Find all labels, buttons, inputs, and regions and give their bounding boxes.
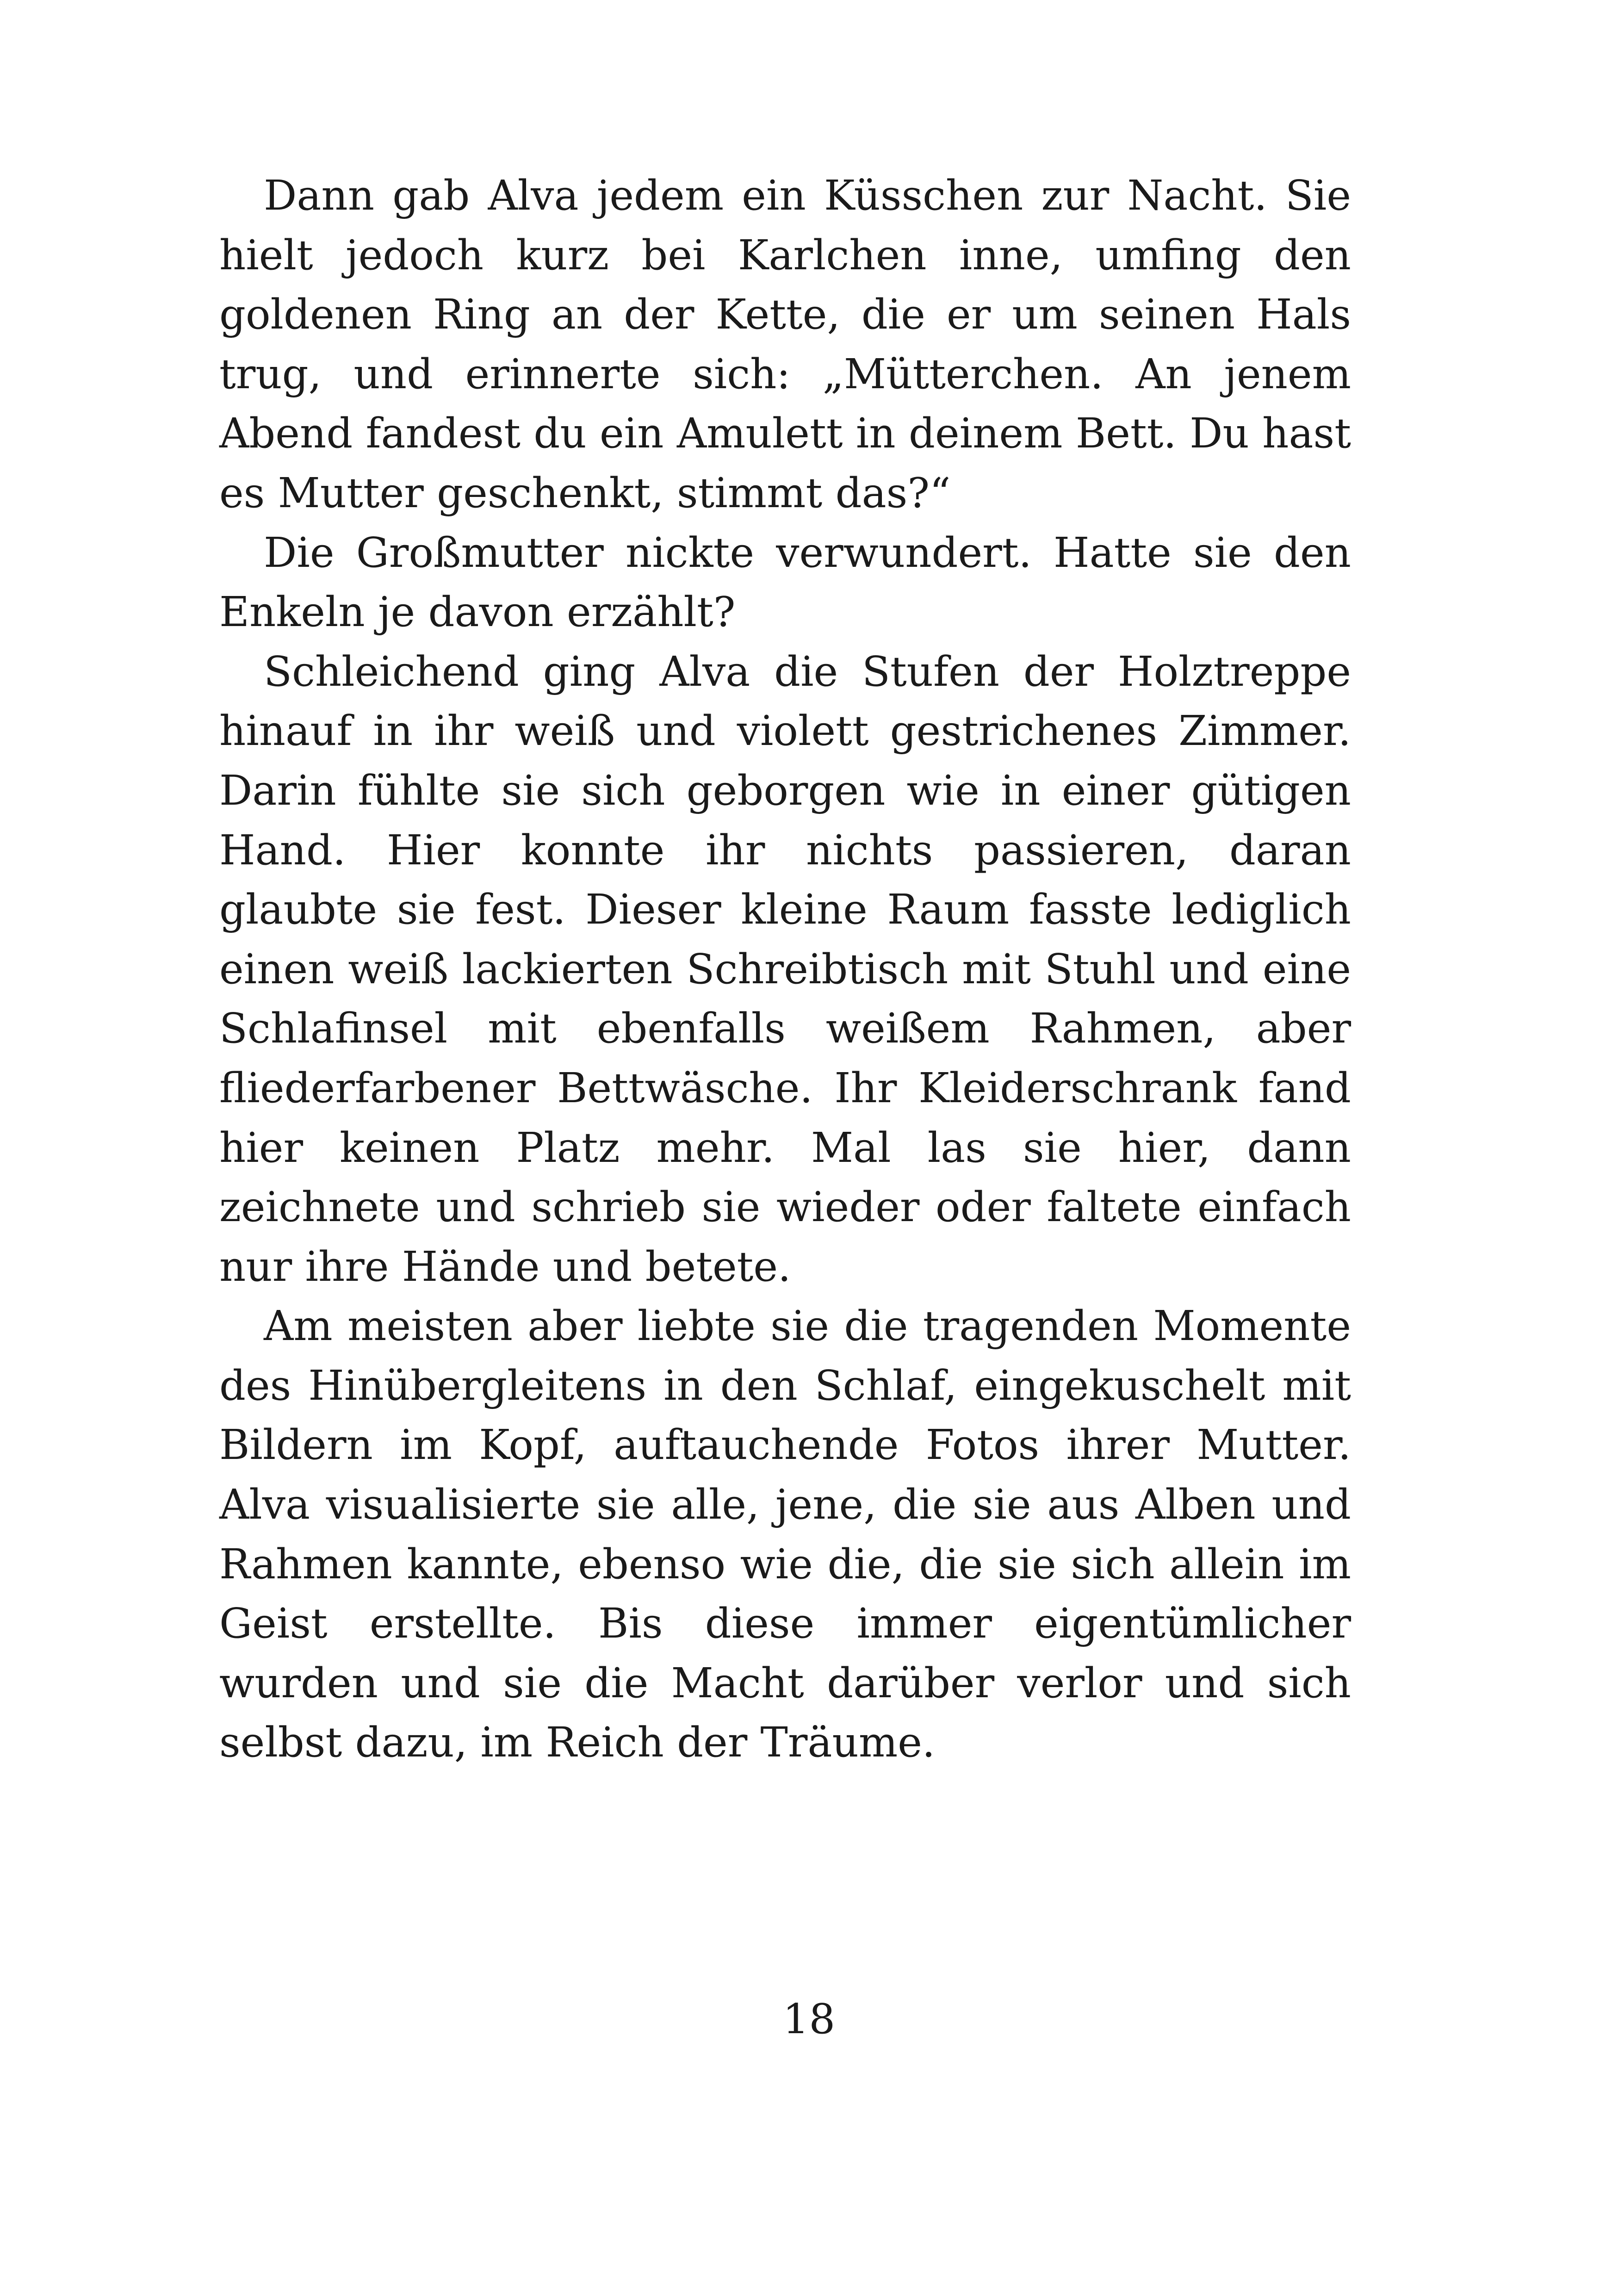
page-number: 18: [782, 1995, 836, 2043]
paragraph-3: Schleichend ging Alva die Stufen der Holztreppe hinauf in ihr weiß und violett gestrichenes Zimmer. Darin fühlte sie sich geborgen wie in einer gütigen Hand. Hier konnte ihr nichts passieren, daran glaubte sie fest. Dieser kleine Raum fasste lediglich einen weiß lackierten Schreibtisch mit Stuhl und eine Schlafinsel mit ebenfalls weißem Rahmen, aber fliederfarbener Bettwäsche. Ihr Kleiderschrank fand hier keinen Platz mehr. Mal las sie hier, dann zeichnete und schrieb sie wieder oder faltete einfach nur ihre Hände und betete.: [219, 647, 1351, 1291]
body-text: [219, 166, 1351, 1772]
paragraph-4: Am meisten aber liebte sie die tragenden Momente des Hinübergleitens in den Schlaf, eingekuschelt mit Bildern im Kopf, auftauchende Fotos ihrer Mutter. Alva visualisierte sie alle, jene, die sie aus Alben und Rahmen kannte, ebenso wie die, die sie sich allein im Geist erstellte. Bis diese immer eigentümlicher wurden und sie die Macht darüber verlor und sich selbst dazu, im Reich der Träume.: [219, 1302, 1351, 1767]
paragraph-2: Die Großmutter nickte verwundert. Hatte sie den Enkeln je davon erzählt?: [219, 528, 1351, 636]
paragraph-1: Dann gab Alva jedem ein Küsschen zur Nacht. Sie hielt jedoch kurz bei Karlchen inne, umfing den goldenen Ring an der Kette, die er um seinen Hals trug, und erinnerte sich: „Mütterchen. An jenem Abend fandest du ein Amulett in deinem Bett. Du hast es Mutter geschenkt, stimmt das?“: [219, 171, 1351, 517]
